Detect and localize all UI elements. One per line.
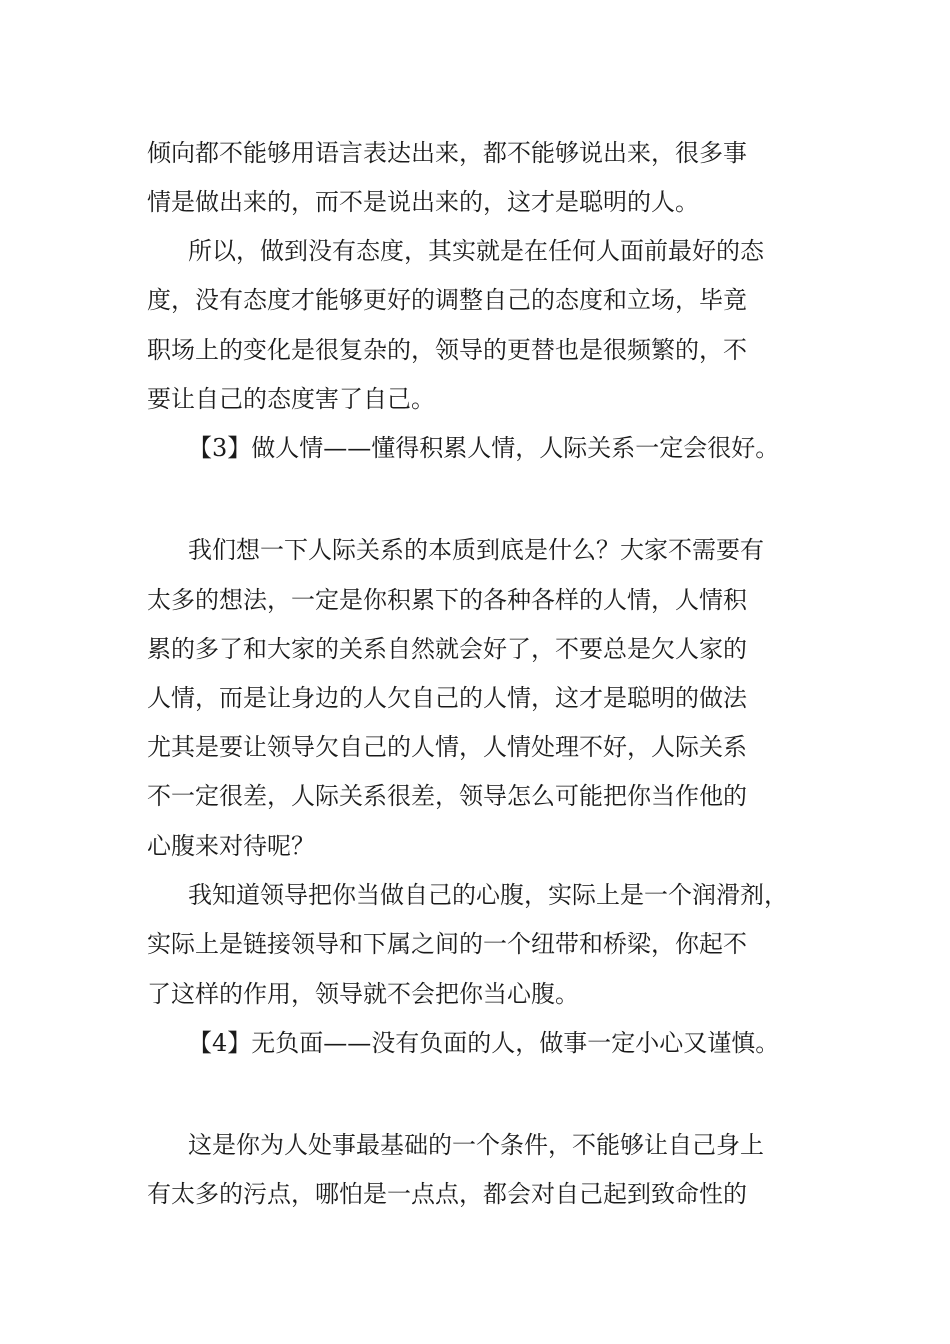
paragraph-start-line: 这是你为人处事最基础的一个条件，不能够让自己身上 bbox=[188, 1131, 764, 1159]
text-line: 度，没有态度才能够更好的调整自己的态度和立场，毕竟 bbox=[147, 286, 747, 314]
text-line: 尤其是要让领导欠自己的人情，人情处理不好，人际关系 bbox=[147, 733, 747, 761]
text-line: 心腹来对待呢？ bbox=[147, 832, 315, 860]
text-line: 有太多的污点，哪怕是一点点，都会对自己起到致命性的 bbox=[147, 1180, 747, 1208]
text-line: 人情，而是让身边的人欠自己的人情，这才是聪明的做法 bbox=[147, 684, 747, 712]
text-line: 不一定很差，人际关系很差，领导怎么可能把你当作他的 bbox=[147, 782, 747, 810]
text-line: 倾向都不能够用语言表达出来，都不能够说出来，很多事 bbox=[147, 139, 747, 167]
text-line: 职场上的变化是很复杂的，领导的更替也是很频繁的，不 bbox=[147, 336, 747, 364]
text-line: 实际上是链接领导和下属之间的一个纽带和桥梁，你起不 bbox=[147, 930, 747, 958]
section-heading-3: 【3】做人情——懂得积累人情，人际关系一定会很好。 bbox=[188, 434, 780, 462]
text-line: 要让自己的态度害了自己。 bbox=[147, 385, 435, 413]
text-line: 了这样的作用，领导就不会把你当心腹。 bbox=[147, 980, 579, 1008]
text-line: 情是做出来的，而不是说出来的，这才是聪明的人。 bbox=[147, 188, 699, 216]
paragraph-start-line: 我知道领导把你当做自己的心腹，实际上是一个润滑剂， bbox=[188, 881, 788, 909]
text-line: 太多的想法，一定是你积累下的各种各样的人情，人情积 bbox=[147, 586, 747, 614]
paragraph-start-line: 所以，做到没有态度，其实就是在任何人面前最好的态 bbox=[188, 237, 764, 265]
text-line: 累的多了和大家的关系自然就会好了，不要总是欠人家的 bbox=[147, 635, 747, 663]
section-heading-4: 【4】无负面——没有负面的人，做事一定小心又谨慎。 bbox=[188, 1029, 780, 1057]
paragraph-start-line: 我们想一下人际关系的本质到底是什么？大家不需要有 bbox=[188, 536, 764, 564]
